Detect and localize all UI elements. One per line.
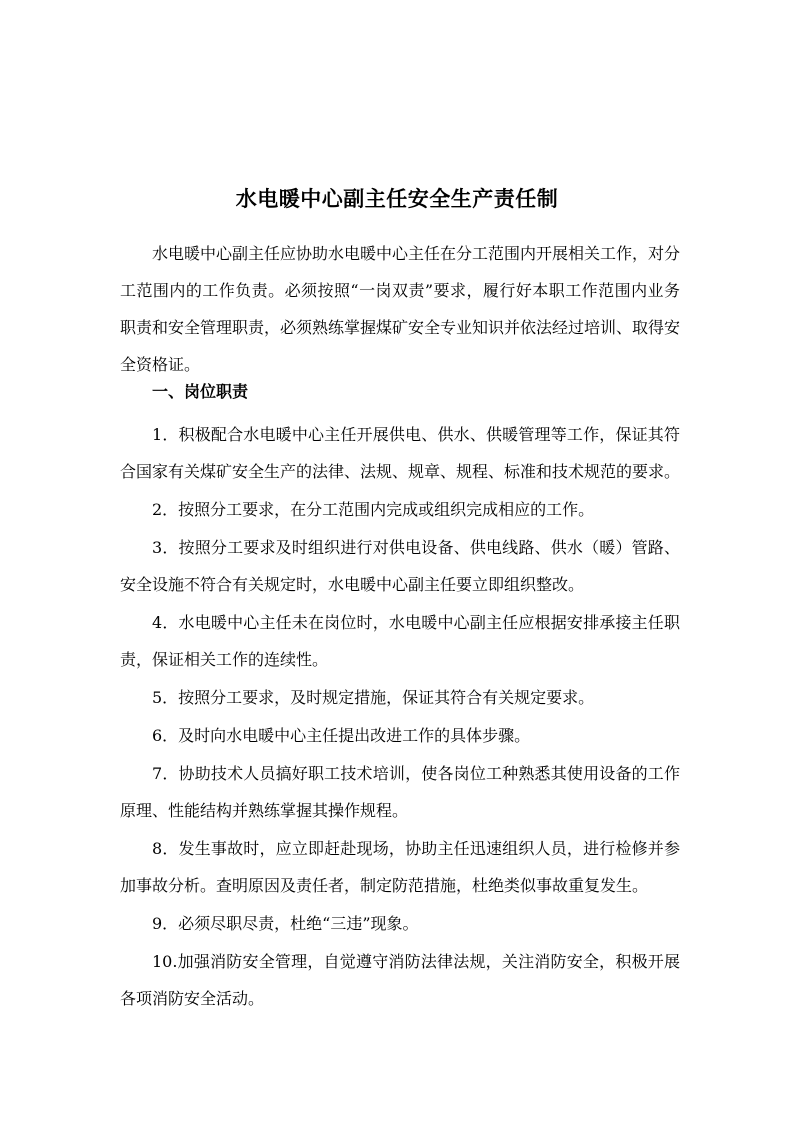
duty-item-1: 1．积极配合水电暖中心主任开展供电、供水、供暖管理等工作，保证其符合国家有关煤矿安全生产的法律、法规、规章、规程、标准和技术规范的要求。 [120,425,681,481]
intro-paragraph: 水电暖中心副主任应协助水电暖中心主任在分工范围内开展相关工作，对分工范围内的工作负责。必须按照“一岗双责”要求，履行好本职工作范围内业务职责和安全管理职责，必须熟练掌握煤矿安全专业知识并依法经过培训、取得安全资格证。 [120,244,681,374]
duty-item-5: 5．按照分工要求，及时规定措施，保证其符合有关规定要求。 [152,688,595,707]
section-heading: 一、岗位职责 [152,382,249,401]
duty-item-7: 7．协助技术人员搞好职工技术培训，使各岗位工种熟悉其使用设备的工作原理、性能结构并熟练掌握其操作规程。 [120,764,680,820]
duty-item-4: 4．水电暖中心主任未在岗位时，水电暖中心副主任应根据安排承接主任职责，保证相关工作的连续性。 [120,613,680,669]
duty-item-6: 6．及时向水电暖中心主任提出改进工作的具体步骤。 [152,726,531,745]
duty-item-9: 9．必须尽职尽责，杜绝“三违”现象。 [152,914,419,933]
duty-item-3: 3．按照分工要求及时组织进行对供电设备、供电线路、供水（暖）管路、安全设施不符合有关规定时，水电暖中心副主任要立即组织整改。 [120,538,680,594]
duty-item-10: 10.加强消防安全管理，自觉遵守消防法律法规，关注消防安全，积极开展各项消防安全活动。 [120,952,680,1008]
duty-item-8: 8．发生事故时，应立即赶赴现场，协助主任迅速组织人员，进行检修并参加事故分析。查明原因及责任者，制定防范措施，杜绝类似事故重复发生。 [120,839,680,895]
document-title: 水电暖中心副主任安全生产责任制 [235,186,559,211]
duty-item-2: 2．按照分工要求，在分工范围内完成或组织完成相应的工作。 [152,500,595,519]
